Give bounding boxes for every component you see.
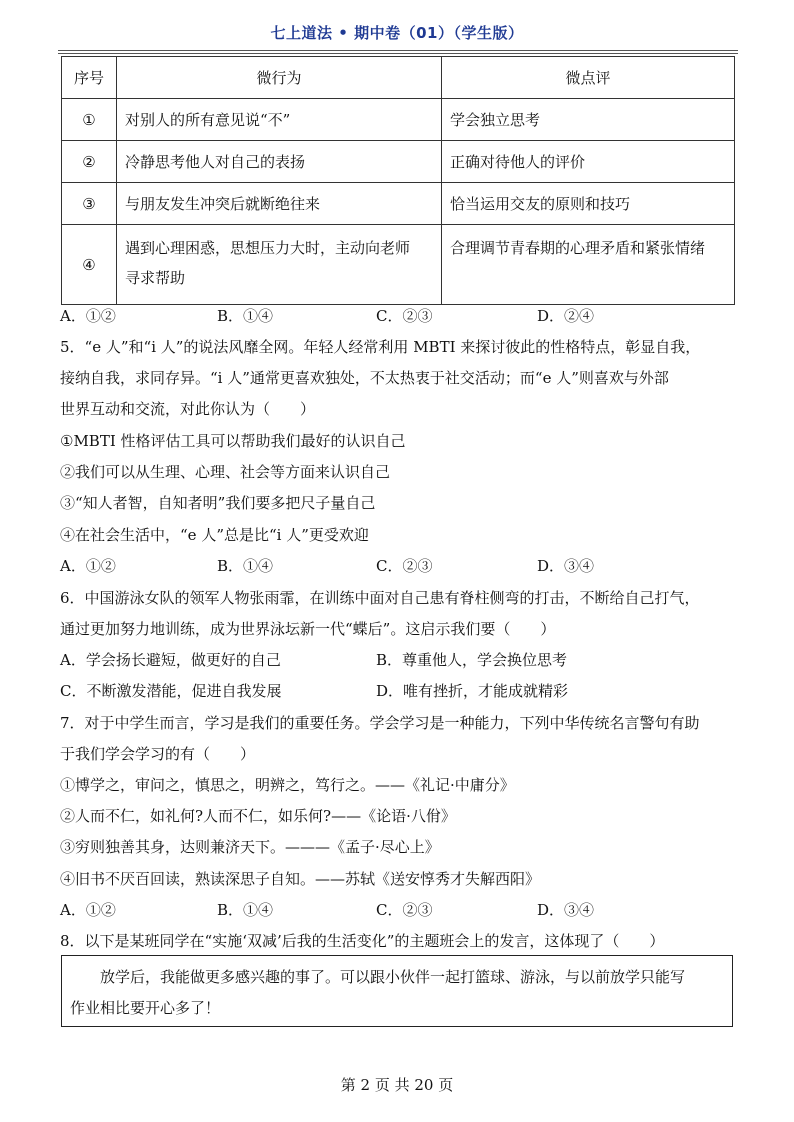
table-cell-action-line: 遇到心理困惑，思想压力大时，主动向老师 bbox=[125, 239, 411, 257]
q4-option-d: D．②④ bbox=[537, 307, 595, 325]
q8-quote-box bbox=[61, 955, 733, 1027]
table-cell-action: 与朋友发生冲突后就断绝往来 bbox=[117, 183, 442, 225]
q7-item: ②人而不仁，如礼何?人而不仁，如乐何?——《论语·八佾》 bbox=[60, 807, 456, 825]
q5-option-a: A．①② bbox=[60, 557, 116, 575]
table-header-row bbox=[62, 57, 735, 99]
table-header-cell: 微点评 bbox=[442, 57, 735, 99]
q5-item: ②我们可以从生理、心理、社会等方面来认识自己 bbox=[60, 463, 391, 481]
q5-item: ④在社会生活中，“e 人”总是比“i 人”更受欢迎 bbox=[60, 526, 369, 544]
table-row bbox=[62, 183, 735, 225]
table-cell-index: ① bbox=[62, 99, 117, 141]
q5-stem-line: 接纳自我，求同存异。“i 人”通常更喜欢独处，不太热衷于社交活动；而“e 人”则喜欢与外部 bbox=[60, 369, 669, 387]
q8-quote-line: 作业相比要开心多了！ bbox=[70, 999, 221, 1017]
q4-option-c: C．②③ bbox=[376, 307, 433, 325]
q7-option-a: A．①② bbox=[60, 901, 116, 919]
q8-stem: 8．以下是某班同学在“实施‘双减’后我的生活变化”的主题班会上的发言，这体现了（ ） bbox=[60, 932, 665, 950]
q5-stem-line: 5．“e 人”和“i 人”的说法风靡全网。年轻人经常利用 MBTI 来探讨彼此的性格特点，彰显自我， bbox=[60, 338, 701, 356]
q7-item: ③穷则独善其身，达则兼济天下。———《孟子·尽心上》 bbox=[60, 838, 440, 856]
q8-quote-line: 放学后，我能做更多感兴趣的事了。可以跟小伙伴一起打篮球、游泳，与以前放学只能写 bbox=[100, 968, 686, 986]
q6-option-b: B．尊重他人，学会换位思考 bbox=[376, 651, 568, 669]
q5-item: ③“知人者智，自知者明”我们要多把尺子量自己 bbox=[60, 494, 376, 512]
q7-option-c: C．②③ bbox=[376, 901, 433, 919]
q5-option-d: D．③④ bbox=[537, 557, 595, 575]
q6-option-a: A．学会扬长避短，做更好的自己 bbox=[60, 651, 281, 669]
q5-option-b: B．①④ bbox=[217, 557, 274, 575]
table-cell-comment: 恰当运用交友的原则和技巧 bbox=[442, 183, 735, 225]
table-row bbox=[62, 225, 735, 305]
q5-item: ①MBTI 性格评估工具可以帮助我们最好的认识自己 bbox=[60, 432, 406, 450]
behavior-table bbox=[61, 56, 735, 305]
q6-option-d: D．唯有挫折，才能成就精彩 bbox=[376, 682, 569, 700]
q5-option-c: C．②③ bbox=[376, 557, 433, 575]
q6-stem-line: 通过更加努力地训练，成为世界泳坛新一代“蝶后”。这启示我们要（ ） bbox=[60, 620, 556, 638]
q7-item: ④旧书不厌百回读，熟读深思子自知。——苏轼《送安惇秀才失解西阳》 bbox=[60, 870, 541, 888]
q4-option-a: A．①② bbox=[60, 307, 116, 325]
q7-stem-line: 7．对于中学生而言，学习是我们的重要任务。学会学习是一种能力，下列中华传统名言警句有助 bbox=[60, 714, 700, 732]
table-cell-action bbox=[117, 225, 442, 305]
table-cell-comment: 正确对待他人的评价 bbox=[442, 141, 735, 183]
q7-item: ①博学之，审问之，慎思之，明辨之，笃行之。——《礼记·中庸分》 bbox=[60, 776, 515, 794]
page-number: 第 2 页 共 20 页 bbox=[340, 1076, 454, 1094]
table-cell-action: 冷静思考他人对自己的表扬 bbox=[117, 141, 442, 183]
table-cell-index: ④ bbox=[62, 225, 117, 305]
table-cell-index: ③ bbox=[62, 183, 117, 225]
table-cell-comment: 合理调节青春期的心理矛盾和紧张情绪 bbox=[442, 225, 735, 305]
table-row bbox=[62, 141, 735, 183]
q5-stem-line: 世界互动和交流，对此你认为（ ） bbox=[60, 400, 316, 418]
table-header-cell: 微行为 bbox=[117, 57, 442, 99]
q7-option-d: D．③④ bbox=[537, 901, 595, 919]
q7-option-b: B．①④ bbox=[217, 901, 274, 919]
q6-stem-line: 6．中国游泳女队的领军人物张雨霏，在训练中面对自己患有脊柱侧弯的打击，不断给自己打气， bbox=[60, 589, 700, 607]
table-cell-action-line: 寻求帮助 bbox=[125, 269, 186, 287]
header-rule-secondary bbox=[58, 53, 738, 54]
q6-option-c: C．不断激发潜能，促进自我发展 bbox=[60, 682, 282, 700]
table-row bbox=[62, 99, 735, 141]
header-rule bbox=[58, 50, 738, 51]
q4-option-b: B．①④ bbox=[217, 307, 274, 325]
table-header-cell: 序号 bbox=[62, 57, 117, 99]
table-cell-action: 对别人的所有意见说“不” bbox=[117, 99, 442, 141]
table-cell-comment: 学会独立思考 bbox=[442, 99, 735, 141]
page-header-title: 七上道法 • 期中卷（01）（学生版） bbox=[270, 24, 524, 42]
table-cell-index: ② bbox=[62, 141, 117, 183]
q7-stem-line: 于我们学会学习的有（ ） bbox=[60, 745, 256, 763]
